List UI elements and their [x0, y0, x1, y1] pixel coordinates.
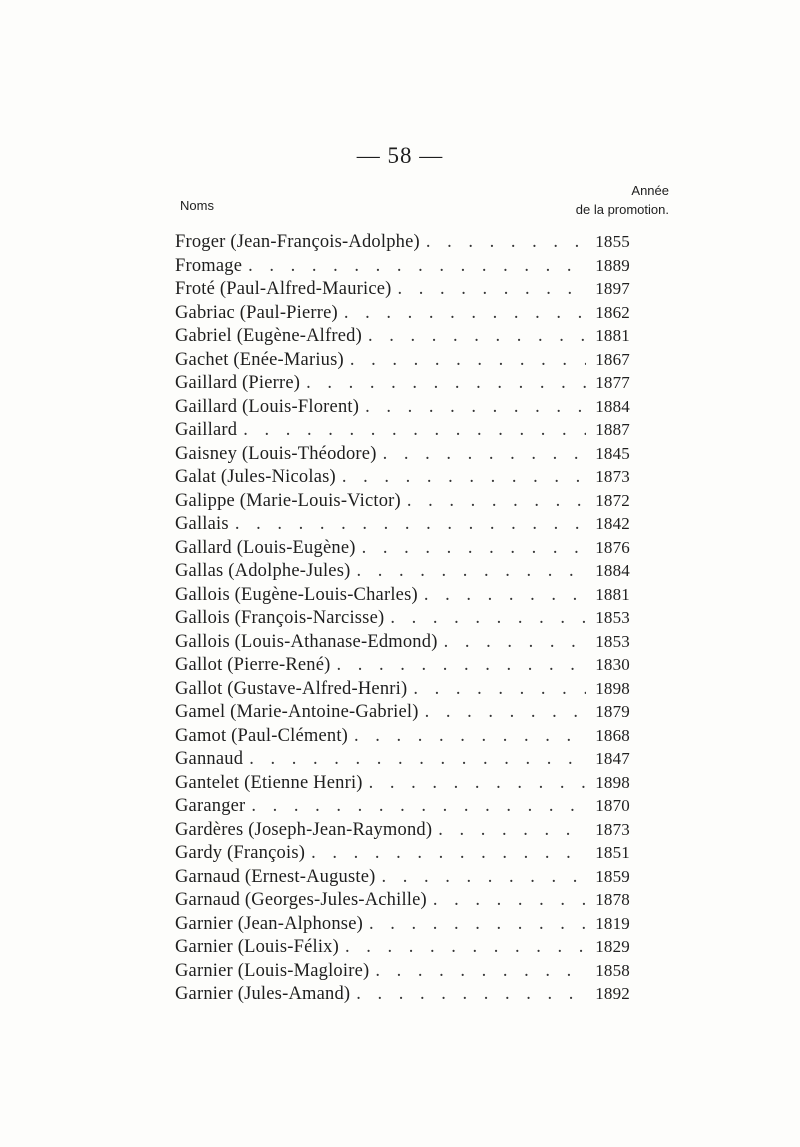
- list-item: [175, 700, 630, 724]
- entry-name: Fromage: [175, 255, 243, 276]
- list-item: [175, 912, 630, 936]
- page-number: — 58 —: [356, 143, 444, 168]
- dot-leader: [375, 960, 586, 984]
- dot-leader: [251, 795, 586, 819]
- list-item: [175, 959, 630, 983]
- list-item: [175, 395, 630, 419]
- entry-name: Gallard (Louis-Eugène): [175, 537, 356, 558]
- entry-year: 1855: [595, 232, 630, 251]
- dot-leader: [407, 490, 586, 514]
- dot-leader: [235, 513, 586, 537]
- list-item: [175, 230, 630, 254]
- list-item: [175, 677, 630, 701]
- list-item: [175, 653, 630, 677]
- entry-year: 1898: [595, 772, 630, 792]
- dot-leader: [362, 537, 586, 561]
- dot-leader: [350, 349, 586, 373]
- entry-year: 1819: [595, 913, 630, 933]
- list-item: [175, 348, 630, 372]
- dot-leader: [365, 396, 586, 420]
- entry-year: 1847: [595, 749, 630, 768]
- list-item: [175, 888, 630, 912]
- name-list: [175, 230, 630, 1006]
- entry-name: Gannaud: [175, 749, 244, 769]
- entry-name: Gamel (Marie-Antoine-Gabriel): [175, 702, 419, 722]
- entry-name: Gardères (Joseph-Jean-Raymond): [175, 819, 433, 840]
- entry-year: 1897: [595, 279, 630, 298]
- entry-year: 1884: [595, 561, 630, 580]
- entry-year: 1868: [595, 725, 630, 745]
- entry-name: Froger (Jean-François-Adolphe): [175, 232, 420, 252]
- entry-year: 1872: [595, 490, 630, 510]
- entry-name: Garnier (Louis-Magloire): [175, 960, 370, 981]
- dot-leader: [342, 466, 586, 490]
- list-item: [175, 489, 630, 513]
- list-item: [175, 794, 630, 818]
- dot-leader: [438, 819, 586, 843]
- entry-year: 1881: [595, 326, 630, 345]
- entry-year: 1842: [595, 514, 630, 533]
- list-item: [175, 935, 630, 959]
- dot-leader: [337, 654, 586, 678]
- entry-name: Gallois (François-Narcisse): [175, 608, 385, 628]
- entry-name: Gallois (Eugène-Louis-Charles): [175, 584, 418, 605]
- dot-leader: [383, 443, 586, 467]
- list-item: [175, 583, 630, 607]
- entry-name: Garnaud (Georges-Jules-Achille): [175, 890, 427, 910]
- list-item: [175, 371, 630, 395]
- dot-leader: [311, 842, 586, 866]
- list-item: [175, 442, 630, 466]
- list-item: [175, 747, 630, 771]
- entry-name: Garnier (Jules-Amand): [175, 984, 351, 1004]
- entry-name: Garnier (Louis-Félix): [175, 937, 339, 957]
- entry-name: Froté (Paul-Alfred-Maurice): [175, 279, 392, 299]
- dot-leader: [345, 936, 586, 960]
- dot-leader: [382, 866, 586, 890]
- entry-year: 1858: [595, 960, 630, 980]
- entry-year: 1830: [595, 655, 630, 674]
- entry-year: 1851: [595, 843, 630, 862]
- entry-year: 1867: [595, 349, 630, 369]
- entry-name: Garanger: [175, 796, 246, 816]
- list-item: [175, 818, 630, 842]
- list-item: [175, 606, 630, 630]
- entry-name: Gaillard (Pierre): [175, 373, 301, 393]
- entry-name: Garnaud (Ernest-Auguste): [175, 866, 376, 887]
- list-item: [175, 512, 630, 536]
- entry-name: Gardy (François): [175, 843, 306, 863]
- entry-year: 1878: [595, 890, 630, 909]
- entry-name: Gaillard: [175, 420, 238, 440]
- entry-name: Gaillard (Louis-Florent): [175, 396, 360, 417]
- list-item: [175, 865, 630, 889]
- entry-year: 1853: [595, 608, 630, 627]
- list-item: [175, 536, 630, 560]
- entry-year: 1884: [595, 396, 630, 416]
- list-item: [175, 771, 630, 795]
- entry-name: Gallot (Gustave-Alfred-Henri): [175, 678, 408, 699]
- dot-leader: [424, 584, 586, 608]
- dot-leader: [354, 725, 586, 749]
- entry-year: 1873: [595, 467, 630, 486]
- entry-name: Gaisney (Louis-Théodore): [175, 443, 377, 464]
- dot-leader: [425, 701, 586, 725]
- entry-name: Gabriac (Paul-Pierre): [175, 302, 338, 323]
- dot-leader: [433, 889, 586, 913]
- list-item: [175, 724, 630, 748]
- dot-leader: [356, 983, 586, 1007]
- entry-year: 1862: [595, 302, 630, 322]
- entry-year: 1889: [595, 255, 630, 275]
- list-item: [175, 982, 630, 1006]
- entry-year: 1879: [595, 702, 630, 721]
- list-item: [175, 841, 630, 865]
- year-header-line1: Année: [631, 183, 669, 198]
- entry-year: 1853: [595, 631, 630, 651]
- dot-leader: [248, 255, 586, 279]
- entry-year: 1887: [595, 420, 630, 439]
- entry-year: 1845: [595, 443, 630, 463]
- entry-name: Garnier (Jean-Alphonse): [175, 913, 363, 934]
- dot-leader: [369, 772, 586, 796]
- entry-name: Gallois (Louis-Athanase-Edmond): [175, 631, 438, 652]
- list-item: [175, 630, 630, 654]
- list-item: [175, 324, 630, 348]
- entry-name: Gallas (Adolphe-Jules): [175, 561, 351, 581]
- entry-name: Gachet (Enée-Marius): [175, 349, 344, 370]
- entry-year: 1892: [595, 984, 630, 1003]
- entry-name: Gallot (Pierre-René): [175, 655, 331, 675]
- entry-year: 1873: [595, 819, 630, 839]
- entry-year: 1870: [595, 796, 630, 815]
- dot-leader: [369, 913, 586, 937]
- entry-name: Gantelet (Etienne Henri): [175, 772, 363, 793]
- dot-leader: [398, 278, 586, 302]
- entry-year: 1898: [595, 678, 630, 698]
- entry-year: 1877: [595, 373, 630, 392]
- entry-year: 1881: [595, 584, 630, 604]
- entry-year: 1876: [595, 537, 630, 557]
- entry-name: Gabriel (Eugène-Alfred): [175, 326, 362, 346]
- list-item: [175, 559, 630, 583]
- dot-leader: [444, 631, 586, 655]
- dot-leader: [249, 748, 586, 772]
- dot-leader: [356, 560, 586, 584]
- entry-name: Gamot (Paul-Clément): [175, 725, 349, 746]
- year-header-line2: de la promotion.: [575, 202, 669, 217]
- list-item: [175, 418, 630, 442]
- dot-leader: [426, 231, 586, 255]
- dot-leader: [368, 325, 586, 349]
- list-item: [175, 465, 630, 489]
- dot-leader: [413, 678, 586, 702]
- entry-name: Gallais: [175, 514, 229, 534]
- list-item: [175, 301, 630, 325]
- list-item: [175, 277, 630, 301]
- list-item: [175, 254, 630, 278]
- entry-year: 1859: [595, 866, 630, 886]
- names-column-header: Noms: [180, 198, 214, 213]
- entry-name: Galat (Jules-Nicolas): [175, 467, 336, 487]
- dot-leader: [390, 607, 586, 631]
- dot-leader: [344, 302, 586, 326]
- year-column-header: [529, 181, 669, 219]
- dot-leader: [306, 372, 586, 396]
- entry-name: Galippe (Marie-Louis-Victor): [175, 490, 401, 511]
- entry-year: 1829: [595, 937, 630, 956]
- dot-leader: [243, 419, 586, 443]
